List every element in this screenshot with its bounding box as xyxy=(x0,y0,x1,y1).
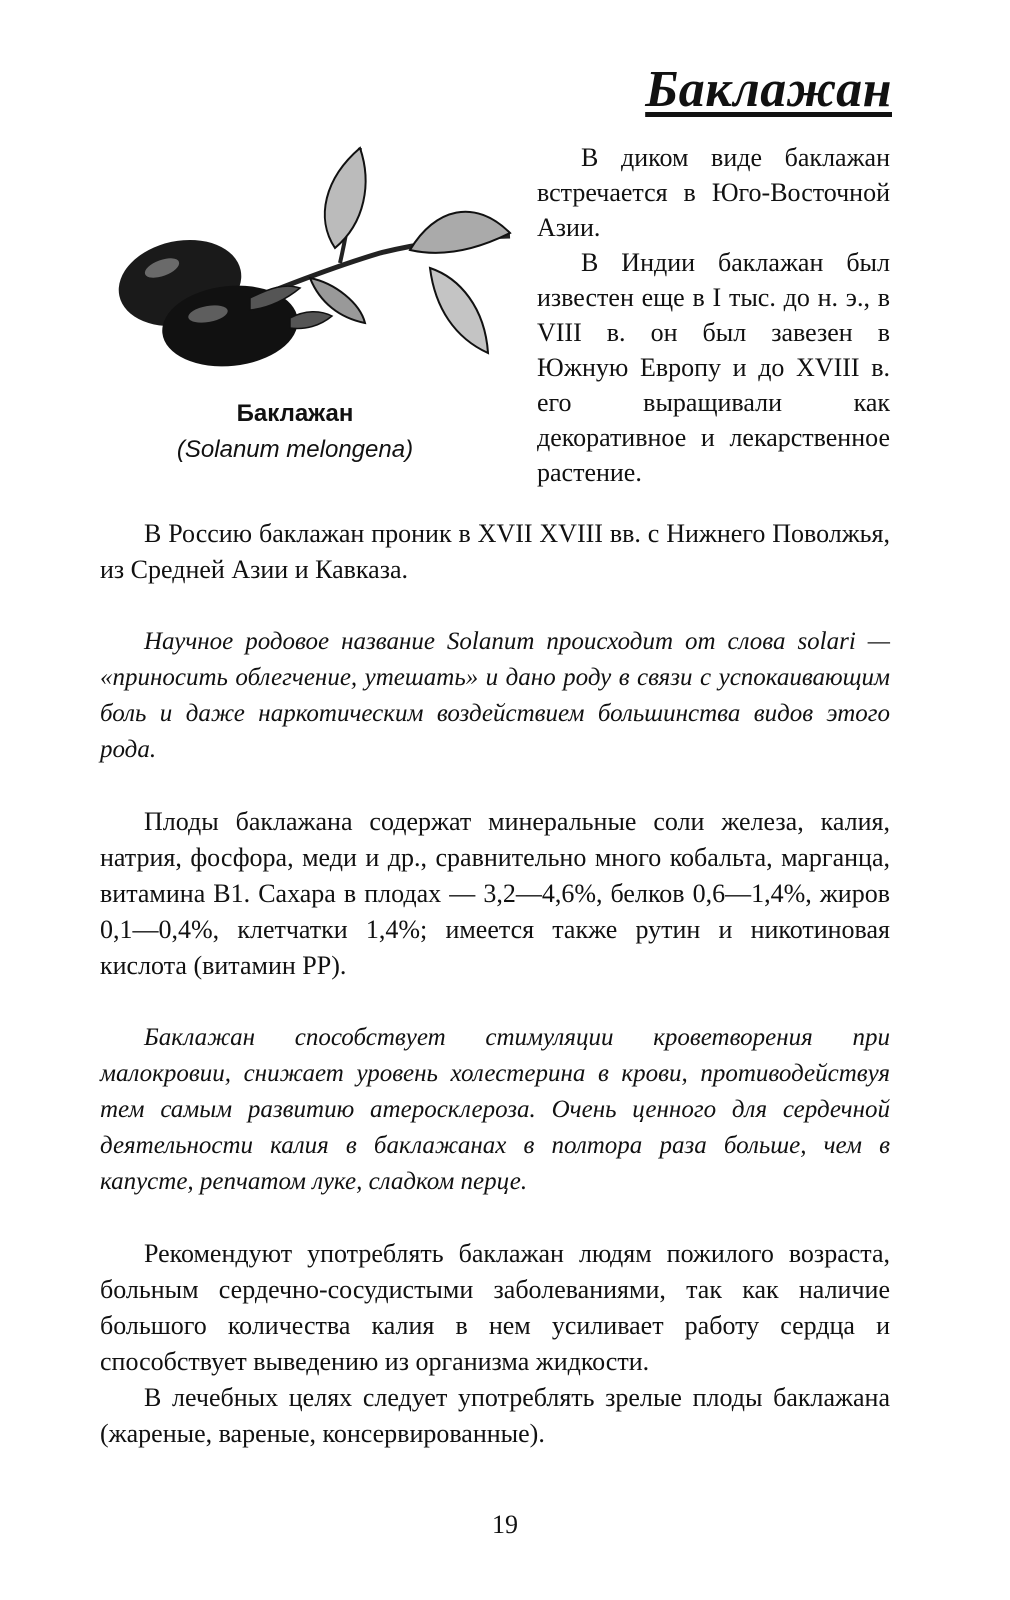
paragraph-health-effect: Баклажан способствует стимуляции кроветворения при малокровии, снижает уровень холестерина в крови, противодействуя тем самым развитию атеросклероза. Очень ценного для сердечной деятельности калия в баклажанах в полтора раза больше, чем в капусте, репчатом луке, сладком перце. xyxy=(100,1024,890,1195)
page-title: Баклажан xyxy=(645,61,892,118)
paragraph-scientific-name: Научное родовое название Solanum происходит от слова solari — «приносить облегчение, утешать» и дано роду в связи с успокаивающим боль и даже наркотическим воздействием большинства видов этого рода. xyxy=(100,628,890,763)
paragraph-composition: Плоды баклажана содержат минеральные соли железа, калия, натрия, фосфора, меди и др., сравнительно много кобальта, марганца, витамина B1. Сахара в плодах — 3,2—4,6%, белков 0,6—1,4%, жиров 0,1—0,4%, клетчатки 1,4%; имеется также рутин и никотиновая кислота (витамин PP). xyxy=(100,807,890,980)
main-text xyxy=(100,516,890,1452)
figure-caption-latin: (Solanum melongena) xyxy=(176,436,414,463)
eggplant-illustration xyxy=(110,138,530,388)
figure-caption-name: Баклажан xyxy=(236,400,354,427)
paragraph-russia: В Россию баклажан проник в XVII XVIII вв. с Нижнего Поволжья, из Средней Азии и Кавказа. xyxy=(100,519,890,584)
page-number: 19 xyxy=(492,1510,518,1539)
paragraph-recommendation: Рекомендуют употреблять баклажан людям пожилого возраста, больным сердечно-сосудистыми заболеваниями, так как наличие большого количества калия в нем усиливает работу сердца и способствует выведению из организма жидкости. xyxy=(100,1239,890,1376)
paragraph-medical-use: В лечебных целях следует употреблять зрелые плоды баклажана (жареные, вареные, консервированные). xyxy=(100,1383,890,1448)
side-text-column xyxy=(537,140,890,490)
paragraph-india-history: В Индии баклажан был известен еще в I тыс. до н. э., в VIII в. он был завезен в Южную Европу и до XVIII в. его выращивали как декоративное и лекарственное растение. xyxy=(537,248,890,487)
paragraph-wild-origin: В диком виде баклажан встречается в Юго-Восточной Азии. xyxy=(537,143,890,242)
